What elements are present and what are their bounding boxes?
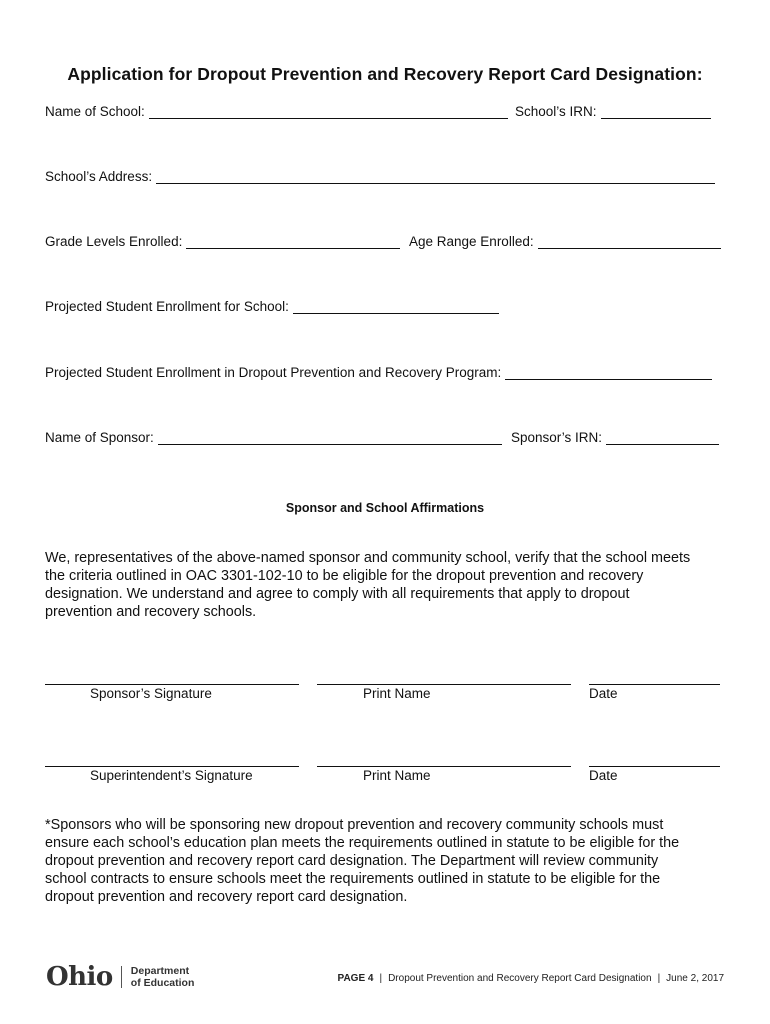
school-irn-input[interactable] (601, 105, 711, 119)
affirmation-line: designation. We understand and agree to comply with all requirements that apply to dropout (45, 586, 630, 602)
footer-separator: | (657, 973, 661, 984)
sponsor-irn-label: Sponsor’s IRN: (511, 430, 603, 445)
age-range-input[interactable] (538, 235, 721, 249)
ohio-education-logo (46, 962, 194, 992)
sponsor-print-name-line[interactable] (317, 684, 571, 685)
school-name-label: Name of School: (45, 104, 145, 119)
sponsor-date-label: Date (589, 686, 618, 701)
affirmations-heading: Sponsor and School Affirmations (285, 501, 485, 515)
page-number: PAGE 4 (337, 973, 374, 984)
school-irn-field (515, 104, 711, 119)
sponsor-name-input[interactable] (158, 431, 502, 445)
sponsor-note (45, 816, 745, 906)
school-name-field (45, 104, 508, 119)
sponsor-signature-line[interactable] (45, 684, 299, 685)
footer-date: June 2, 2017 (666, 973, 724, 984)
sponsor-date-line[interactable] (589, 684, 720, 685)
page-footer (338, 973, 724, 984)
age-range-label: Age Range Enrolled: (409, 234, 534, 249)
projected-program-input[interactable] (505, 366, 712, 380)
projected-program-label: Projected Student Enrollment in Dropout Prevention and Recovery Program: (45, 365, 502, 380)
projected-school-input[interactable] (293, 300, 499, 314)
logo-dept-line1: Department (130, 965, 190, 977)
affirmation-line: We, representatives of the above-named sponsor and community school, verify that the school meets (45, 550, 691, 566)
note-line: *Sponsors who will be sponsoring new dropout prevention and recovery community schools must (45, 817, 664, 833)
sponsor-irn-field (511, 430, 719, 445)
logo-ohio-word: Ohio (46, 962, 113, 992)
superintendent-date-line[interactable] (589, 766, 720, 767)
superintendent-signature-label: Superintendent’s Signature (90, 768, 253, 783)
grade-levels-input[interactable] (186, 235, 400, 249)
note-line: dropout prevention and recovery report card designation. (45, 889, 408, 905)
sponsor-name-label: Name of Sponsor: (45, 430, 154, 445)
projected-school-field (45, 299, 499, 314)
projected-program-field (45, 365, 712, 380)
sponsor-name-field (45, 430, 502, 445)
logo-dept-line2: of Education (130, 977, 195, 989)
projected-school-label: Projected Student Enrollment for School: (45, 299, 289, 314)
school-irn-label: School’s IRN: (515, 104, 597, 119)
grade-levels-field (45, 234, 400, 249)
school-address-field (45, 169, 715, 184)
superintendent-date-label: Date (589, 768, 618, 783)
note-line: dropout prevention and recovery report card designation. The Department will review community (45, 853, 659, 869)
note-line: ensure each school’s education plan meets the requirements outlined in statute to be eligible for the (45, 835, 680, 851)
school-address-label: School’s Address: (45, 169, 153, 184)
superintendent-print-name-line[interactable] (317, 766, 571, 767)
grade-levels-label: Grade Levels Enrolled: (45, 234, 183, 249)
school-address-input[interactable] (156, 170, 715, 184)
sponsor-print-name-label: Print Name (363, 686, 431, 701)
note-line: school contracts to ensure schools meet the requirements outlined in statute to be eligible for the (45, 871, 661, 887)
superintendent-signature-line[interactable] (45, 766, 299, 767)
affirmations-paragraph (45, 549, 735, 621)
age-range-field (409, 234, 721, 249)
school-name-input[interactable] (149, 105, 508, 119)
sponsor-irn-input[interactable] (606, 431, 719, 445)
affirmation-line: prevention and recovery schools. (45, 604, 257, 620)
sponsor-signature-label: Sponsor’s Signature (90, 686, 212, 701)
page-title: Application for Dropout Prevention and Recovery Report Card Designation: (67, 64, 703, 84)
superintendent-print-name-label: Print Name (363, 768, 431, 783)
affirmation-line: the criteria outlined in OAC 3301-102-10 to be eligible for the dropout prevention and recovery (45, 568, 644, 584)
logo-department-text (131, 965, 195, 989)
logo-divider (121, 966, 122, 988)
footer-doc-title: Dropout Prevention and Recovery Report Card Designation (388, 973, 652, 984)
footer-separator: | (379, 973, 383, 984)
